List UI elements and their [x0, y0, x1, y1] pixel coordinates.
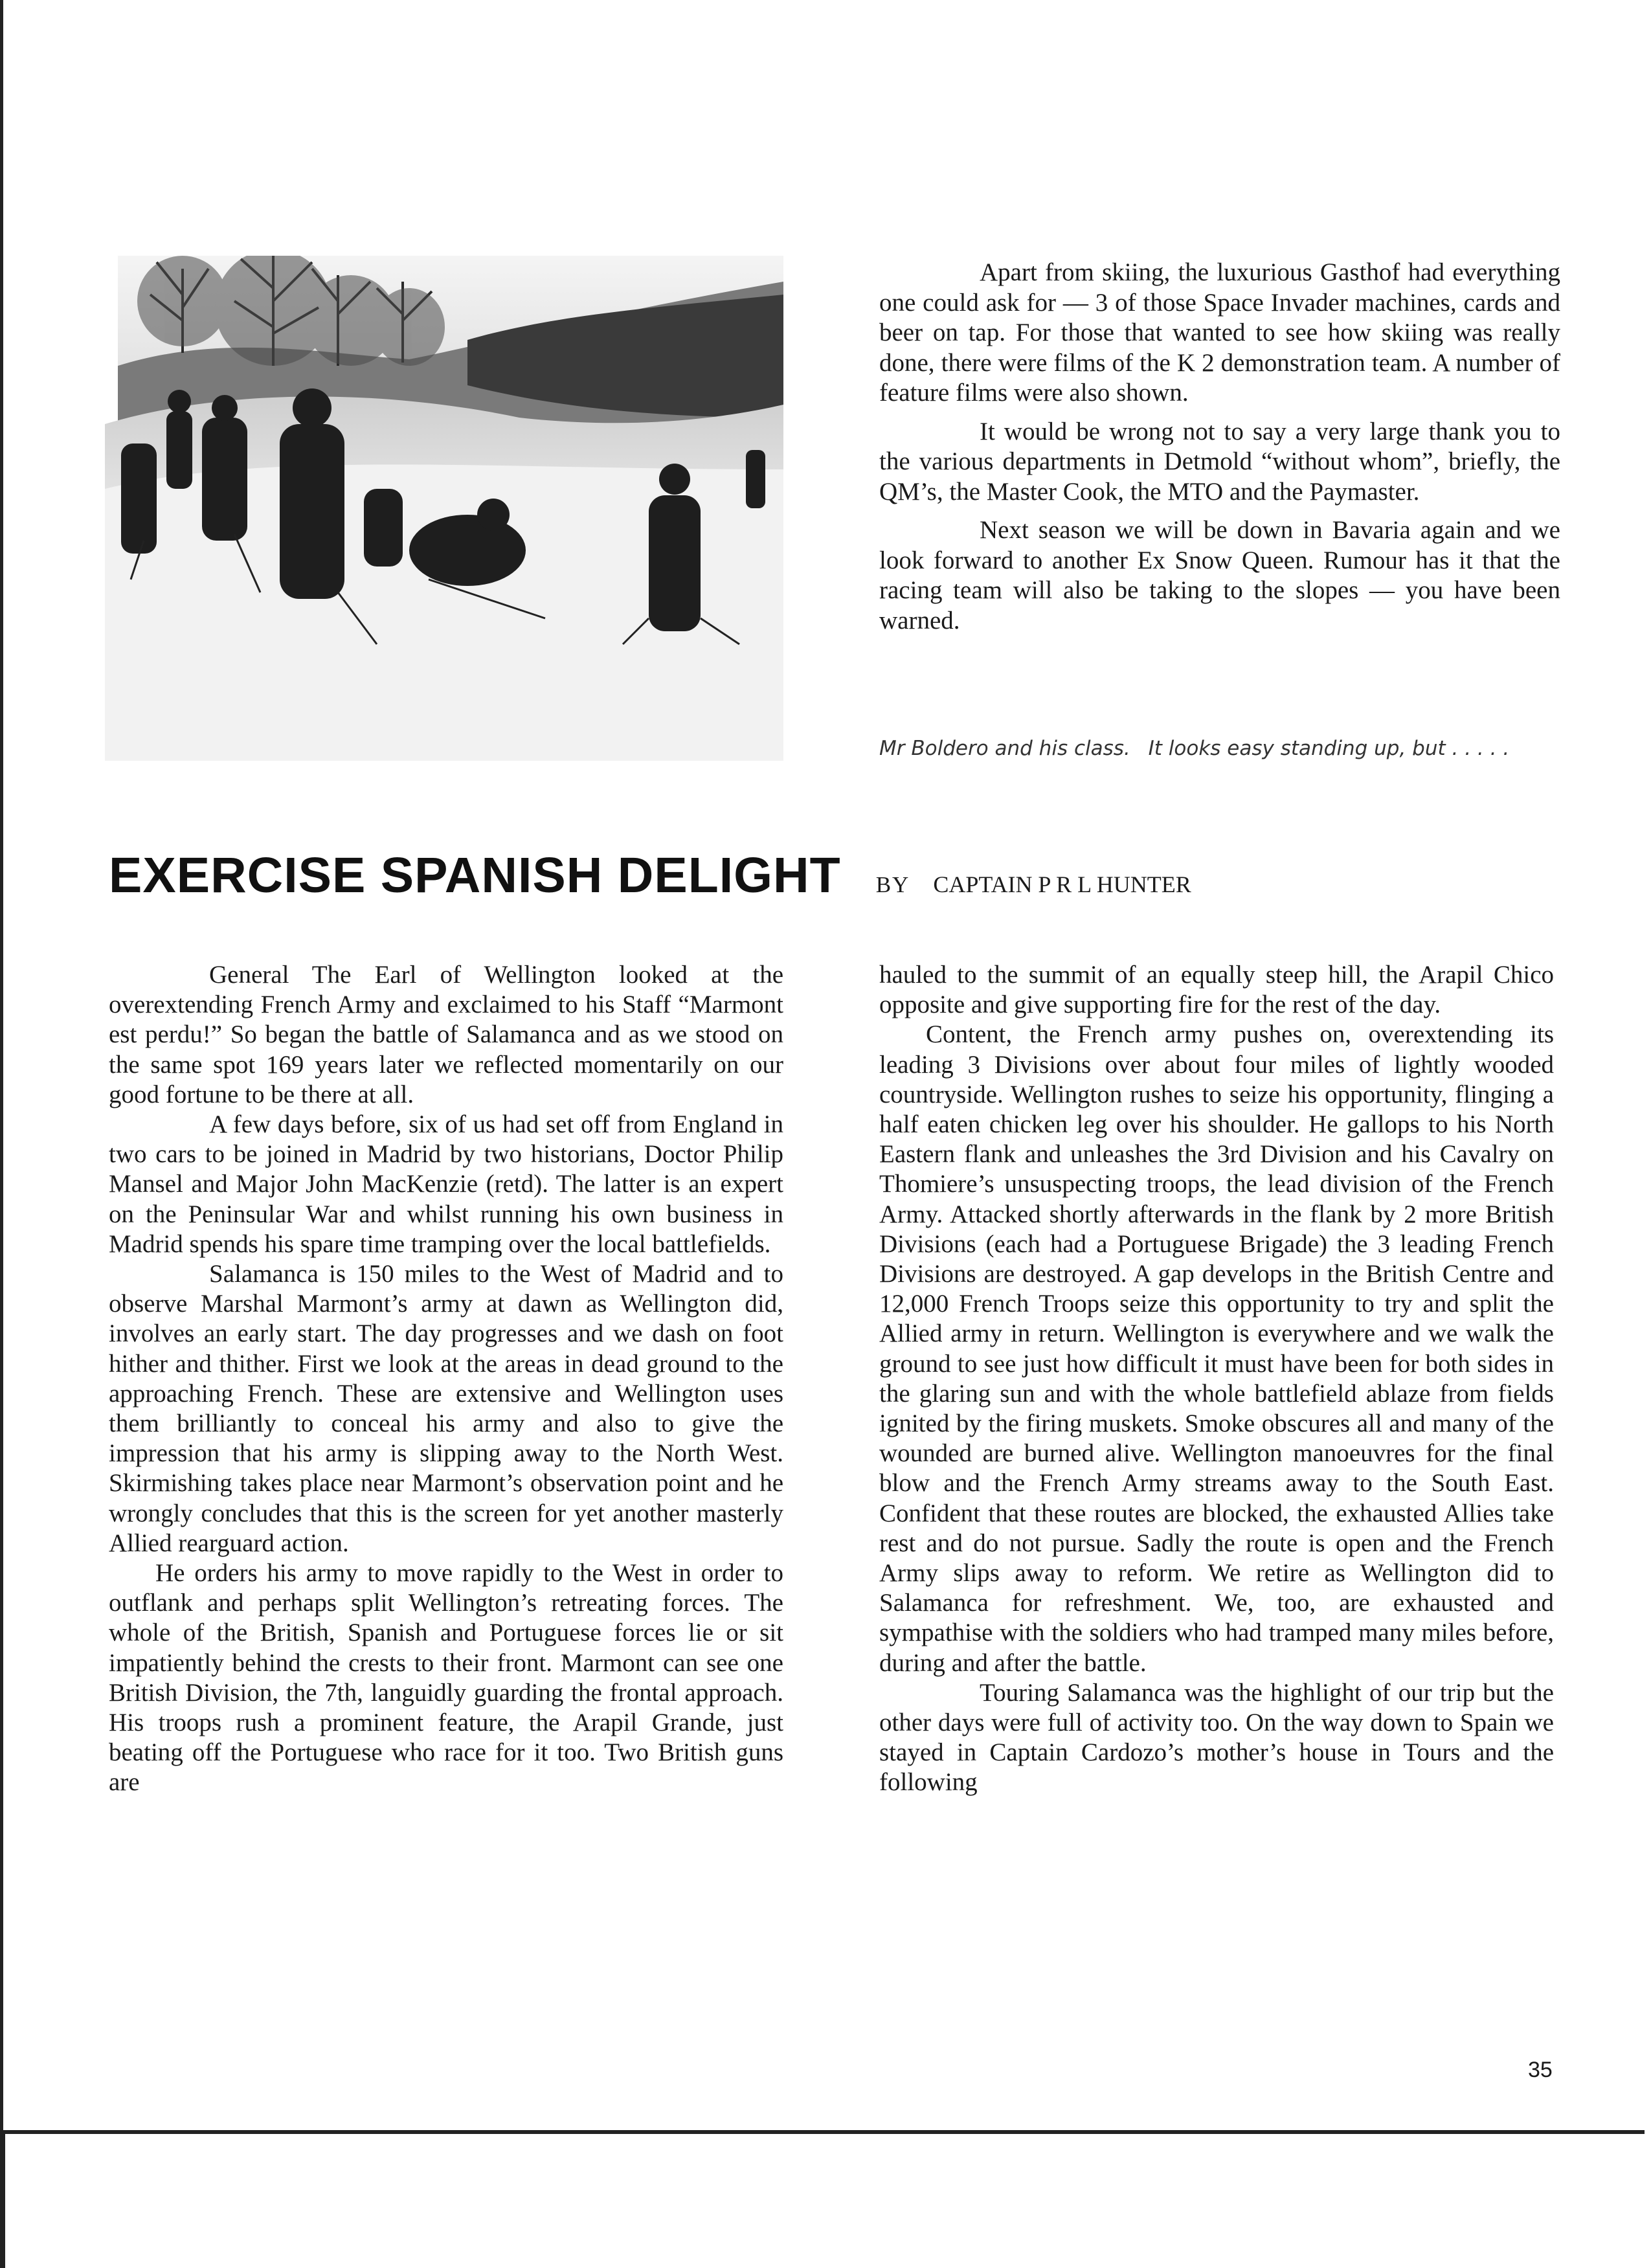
article-title: EXERCISE SPANISH DELIGHT: [109, 848, 841, 903]
ski-class-photo: [105, 256, 783, 761]
article-paragraph: Content, the French army pushes on, overextending its leading 3 Divisions over about four miles of lightly wooded countryside. Wellington rushes to seize his opportunity, flinging a half eaten chicken leg over his shoulder. He gallops to his North Eastern flank and unleashes the 3rd Division and his Cavalry on Thomiere’s unsuspecting troops, the lead division of the French Army. Attacked shortly afterwards in the flank by 2 more British Divisions (each had a Portuguese Brigade) the 3 leading French Divisions are destroyed. A gap develops in the British Centre and 12,000 French Troops seize this opportunity to try and split the Allied army in return. Wellington is everywhere and we walk the ground to see just how difficult it must have been for both sides in the glaring sun and with the whole battlefield ablaze from fields ignited by the firing muskets. Smoke obscures all and many of the wounded are burned alive. Wellington manoeuvres for the final blow and the French Army streams away to the South East. Confident that these routes are blocked, the exhausted Allies take rest and do not pursue. Sadly the route is open and the French Army slips away to reform. We retire as Wellington did to Salamanca for refreshment. We, too, are exhausted and sympathise with the soldiers who had tramped many miles before, during and after the battle.: [879, 1020, 1554, 1677]
sidebar-paragraph: Next season we will be down in Bavaria again and we look forward to another Ex Snow Queen. Rumour has it that the racing team will also be taking to the slopes — you have been warned.: [879, 516, 1560, 634]
ski-photo-drawing: [105, 256, 783, 761]
sidebar-paragraph: Apart from skiing, the luxurious Gasthof had everything one could ask for — 3 of those Space Invader machines, cards and beer on tap. For those that wanted to see how skiing was really done, there were films of the K 2 demonstration team. A number of feature films were also shown.: [879, 258, 1560, 407]
page-edge-bottom-left: [0, 2130, 5, 2268]
page-edge-left: [0, 0, 3, 2268]
article-paragraph: A few days before, six of us had set off from England in two cars to be joined in Madrid by two historians, Doctor Philip Mansel and Major John MacKenzie (retd). The latter is an expert on the Peninsular War and whilst running his own business in Madrid spends his spare time tramping over the local battlefields.: [109, 1110, 783, 1258]
caption-left: Mr Boldero and his class.: [879, 737, 1130, 760]
article-paragraph: He orders his army to move rapidly to the West in order to outflank and perhaps split Wellington’s retreating forces. The whole of the British, Spanish and Portuguese forces lie or sit impatiently behind the crests to their front. Marmont can see one British Division, the 7th, languidly guarding the frontal approach. His troops rush a prominent feature, the Arapil Grande, just beating off the Portuguese who race for it too. Two British guns are: [109, 1559, 783, 1797]
article-paragraph: hauled to the summit of an equally steep hill, the Arapil Chico opposite and give supporting fire for the rest of the day.: [879, 961, 1554, 1019]
sidebar-paragraph: It would be wrong not to say a very large thank you to the various departments in Detmold “without whom”, briefly, the QM’s, the Master Cook, the MTO and the Paymaster.: [879, 417, 1560, 506]
article-paragraph: General The Earl of Wellington looked at the overextending French Army and exclaimed to his Staff “Marmont est perdu!” So began the battle of Salamanca and as we stood on the same spot 169 years later we reflected momentarily on our good fortune to be there at all.: [109, 961, 783, 1108]
byline-by: BY: [875, 872, 910, 897]
article-column-left: [109, 960, 783, 1798]
sidebar-text: [879, 258, 1560, 644]
byline-author: CAPTAIN P R L HUNTER: [933, 871, 1191, 897]
article-paragraph: Salamanca is 150 miles to the West of Madrid and to observe Marshal Marmont’s army at dawn as Wellington did, involves an early start. The day progresses and we dash on foot hither and thither. First we look at the areas in dead ground to the approaching French. These are extensive and Wellington uses them brilliantly to conceal his army and also to give the impression that his army is slipping away to the North West. Skirmishing takes place near Marmont’s observation point and he wrongly concludes that this is the screen for yet another masterly Allied rearguard action.: [109, 1260, 783, 1557]
article-headline: [109, 847, 1566, 912]
caption-right: It looks easy standing up, but . . . . .: [1148, 737, 1510, 760]
article-column-right: [879, 960, 1554, 1798]
bottom-rule: [0, 2130, 1645, 2134]
article-paragraph: Touring Salamanca was the highlight of our trip but the other days were full of activity too. On the way down to Spain we stayed in Captain Cardozo’s mother’s house in Tours and the following: [879, 1678, 1554, 1797]
page-number: 35: [1528, 2058, 1553, 2082]
photo-caption: [879, 737, 1566, 760]
